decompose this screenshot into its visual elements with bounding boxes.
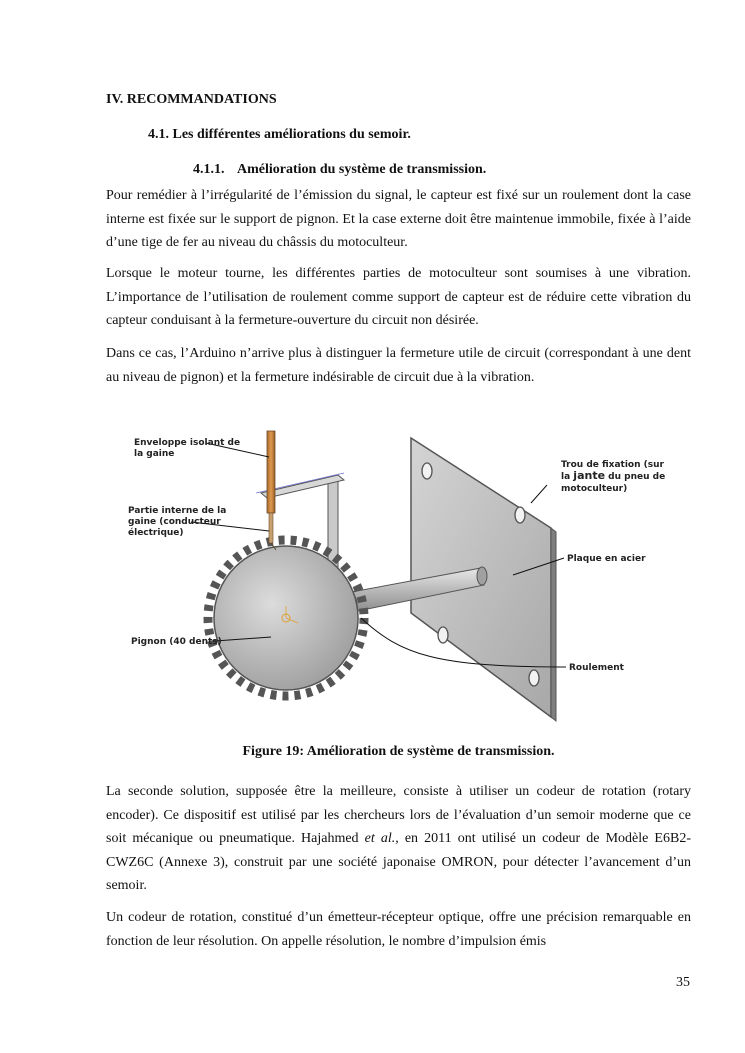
shaft-end <box>477 567 487 585</box>
subsection-heading: 4.1. Les différentes améliorations du semoir. <box>148 127 411 142</box>
subsubsection-number: 4.1.1. <box>193 162 225 177</box>
paragraph-4: La seconde solution, supposée être la meilleure, consiste à utiliser un codeur de rotation (rotary encoder). Ce dispositif est utilisé par les chercheurs lors de l’évaluation d’un semoir moderne que ce soit mécanique ou pneumatique. Hajahmed et al., en 2011 ont utilisé un codeur de Modèle E6B2-CWZ6C (Annexe 3), construit par une société japonaise OMRON, pour détecter l’avancement d’un semoir. <box>106 784 691 893</box>
label-trou-line-3: motoculteur) <box>561 484 628 494</box>
fixing-hole <box>422 463 432 479</box>
figure-transmission <box>106 405 691 730</box>
label-pignon: Pignon (40 dents) <box>131 637 222 647</box>
insulating-sleeve <box>267 431 275 513</box>
section-heading: IV. RECOMMANDATIONS <box>106 92 277 107</box>
label-partie-line-1: Partie interne de la <box>128 506 227 516</box>
label-trou-line-2: la jante du pneu de <box>561 469 666 482</box>
figure-caption: Figure 19: Amélioration de système de transmission. <box>242 744 555 759</box>
label-enveloppe-line-1: Enveloppe isolant de <box>134 438 241 448</box>
transmission-diagram <box>106 405 691 730</box>
page-number: 35 <box>676 975 690 990</box>
label-partie-line-2: gaine (conducteur <box>128 517 221 527</box>
paragraph-5: Un codeur de rotation, constitué d’un émetteur-récepteur optique, offre une précision remarquable en fonction de leur résolution. On appelle résolution, le nombre d’impulsion émis <box>106 910 691 949</box>
subsubsection-title: Amélioration du système de transmission. <box>237 162 487 177</box>
label-enveloppe-line-2: la gaine <box>134 449 175 459</box>
label-trou-line-1: Trou de fixation (sur <box>561 460 664 470</box>
label-plaque: Plaque en acier <box>567 554 646 564</box>
subsubsection-heading <box>193 162 486 178</box>
fixing-hole <box>438 627 448 643</box>
paragraph-3: Dans ce cas, l’Arduino n’arrive plus à distinguer la fermeture utile de circuit (correspondant à une dent au niveau de pignon) et la fermeture indésirable de circuit due à la vibration. <box>106 346 691 385</box>
label-roulement: Roulement <box>569 663 624 673</box>
steel-plate-edge <box>551 528 556 721</box>
fixing-hole <box>515 507 525 523</box>
conductor-core <box>269 513 273 543</box>
fixing-hole <box>529 670 539 686</box>
paragraph-2: Lorsque le moteur tourne, les différentes parties de motoculteur sont soumises à une vibration. L’importance de l’utilisation de roulement comme support de capteur est de réduire cette vibration du capteur conduisant à la fermeture-ouverture du circuit non désirée. <box>106 266 691 328</box>
label-partie-line-3: électrique) <box>128 528 184 538</box>
paragraph-1: Pour remédier à l’irrégularité de l’émission du signal, le capteur est fixé sur un roulement dont la case interne est fixée sur le support de pignon. Et la case externe doit être maintenue immobile, fixée à l’aide d’une tige de fer au niveau du châssis du motoculteur. <box>106 188 691 250</box>
